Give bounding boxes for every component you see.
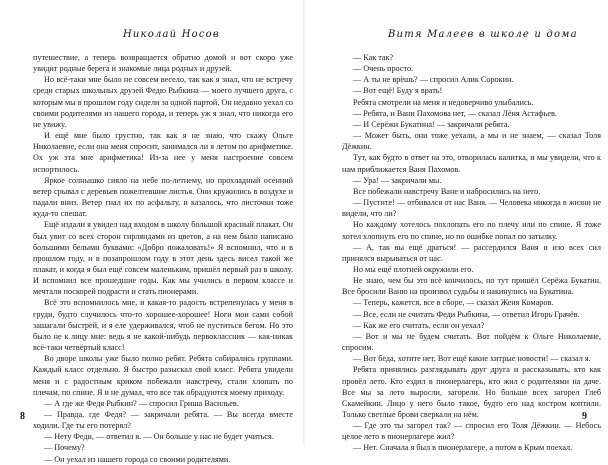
paragraph: — Как так?: [353, 53, 394, 62]
running-header-title: Витя Малеев в школе и дома: [388, 29, 578, 40]
paragraph: — Теперь, кажется, все в сборе, — сказал Женя Комаров.: [353, 298, 554, 308]
paragraph: — А где же Федя Рыбкин? — спросил Гриша Васильев.: [44, 398, 239, 408]
right-page: [304, 0, 608, 453]
paragraph: Все побежали навстречу Ване и набросились на него.: [353, 186, 541, 196]
left-page: [0, 0, 304, 464]
paragraph: Тут, как будто в ответ на это, отворилась калитка, и мы увидели, что к нам приближается Ваня Пахомов.: [342, 153, 601, 174]
paragraph: — Вот и мы не будем считать. Вот пойдём к Ольге Николаевне, спросим.: [342, 331, 601, 353]
paragraph: Ребята принялись разглядывать друг друга и рассказывать, кто как провёл лето. Кто ездил в пионерлагерь, кто жил с родителями на даче. Все мы за лето выросли, загорели. Но больше всех загорел Глеб Скамейкин. Лицо у него было такое, будто его над костром коптили. Только светлые брови сверкали на нём.: [342, 365, 601, 419]
right-body-text: [342, 52, 601, 454]
paragraph: — Ура! — закричали мы.: [353, 175, 442, 185]
left-body-text: [33, 52, 293, 465]
paragraph: Ещё издали я увидел над входом в школу большой красный плакат. Он был увит со всех сторон гирляндами из цветов, а на нем было написано большими белыми буквами: «Добро пожаловать!» Я вспомнил, что и в прошлом году, и в позапрошлом году в этот день здесь висел такой же плакат, и когда я был ещё совсем маленьким, пришёл первый раз в школу. И вспомнил все прошедшие годы. Как мы учились в первом классе и мечтали поскорей подрасти и стать пионерами.: [33, 220, 293, 297]
paragraph: — Как же его считать, если он уехал?: [353, 320, 485, 330]
paragraph: путешествие, а теперь возвращается обратно домой и вот скоро уже увидит родные берега и знакомые лица родных и друзей.: [33, 53, 293, 74]
paragraph: Не знаю, чем бы это всё кончилось, но тут пришёл Серёжа Букатин. Все бросили Ваню на произвол судьбы и накинулись на Букатина.: [342, 276, 601, 297]
paragraph: Но всё-таки мне было не совсем весело, так как я знал, что не встречу среди старых школьных друзей Федю Рыбкина — моего лучшего друга, с которым мы в прошлом году сидели за одной партой. Он недавно уехал со своими родителями из нашего города, и теперь уж я знал, что никогда его не увижу.: [33, 75, 293, 129]
paragraph: Яркое солнышко сияло на небе по-летнему, но прохладный осенний ветер срывал с деревьев пожелтевшие листья. Они кружились в воздухе и падали вниз. Ветер гнал их по асфальту, и казалось, что листочки тоже куда-то спешат.: [33, 175, 293, 219]
paragraph: — Где это ты загорел так? — спросил его Толя Дёжкин. — Небось целое лето в пионерлагере жил?: [342, 421, 601, 442]
paragraph: — Очень просто.: [353, 64, 414, 74]
paragraph: — Он уехал из нашего города со своими родителями.: [44, 454, 231, 464]
paragraph: — А, так вы ещё драться! — рассердился Ваня и изо всех сил принялся вырываться от нас.: [342, 242, 601, 263]
page-number-left: 8: [20, 411, 25, 422]
paragraph: — Пустите! — отбивался от нас Ваня. — Человека никогда в жизни не видели, что ли?: [342, 198, 601, 219]
running-header-author: Николай Носов: [123, 29, 220, 40]
paragraph: — И Серёжи Букатина! — закричали ребята.: [353, 119, 510, 129]
paragraph: — Нету Феди, — ответил я. — Он больше у нас не будет учиться.: [44, 432, 274, 442]
paragraph: Ребята смотрели на меня и недоверчиво улыбались.: [353, 97, 534, 107]
paragraph: И ещё мне было грустно, так как я не знаю, что скажу Ольге Николаевне, если она меня спросит, занимался ли я летом по арифметике. Ох уж эта мне арифметика! Из-за нее у меня настроение совсем испортилось.: [33, 131, 293, 174]
paragraph: — Почему?: [44, 443, 85, 453]
paragraph: Но мы ещё плотней окружили его.: [353, 264, 474, 274]
paragraph: — Вот беда, хотите нет. Вот ещё какие хитрые новости! — сказал я.: [353, 354, 591, 364]
page-number-right: 9: [582, 411, 587, 422]
paragraph: — Вот ещё! Буду я врать!: [353, 86, 443, 96]
paragraph: Всё это вспомнилось мне, и какая-то радость встрепенулась у меня в груди, будто случилось что-то хорошее-хорошее! Ноги мои сами собой зашагали быстрей, и я еле удерживался, чтоб не пуститься бегом. Но это было не к лицу мне: ведь я не какой-нибудь первоклассник — как-никак всё-таки четвёртый класс!: [33, 298, 293, 353]
paragraph: — Правда, где Федя? — закричали ребята. — Вы всегда вместе ходили. Где ты его потерял?: [33, 410, 293, 431]
paragraph: — Может быть, они тоже уехали, а мы и не знаем, — сказал Толя Дёжкин.: [342, 131, 601, 152]
paragraph: — А ты не врёшь? — спросил Алик Сорокин.: [353, 75, 514, 85]
paragraph: — Ребята, и Вани Пахомова нет, — сказал Лёня Астафьев.: [353, 108, 557, 118]
paragraph: — Все, если не считать Феди Рыбкина, — ответил Игорь Грачёв.: [353, 309, 580, 319]
paragraph: Во дворе школы уже было полно ребят. Ребята собирались группами. Каждый класс отдельно. Я быстро разыскал свой класс. Ребята увидели меня и с радостным криком побежали навстречу, стали хлопать по плечам, по спине. Я и не думал, что все так обрадуются моему приходу.: [33, 354, 293, 397]
paragraph: — Нет. Сначала я был в пионерлагере, а потом в Крым поехал.: [353, 443, 573, 453]
paragraph: Но каждому хотелось похлопать его по плечу или по спине. Я тоже хотел хлопнуть его по спине, но по ошибке попал по затылку.: [342, 220, 601, 241]
